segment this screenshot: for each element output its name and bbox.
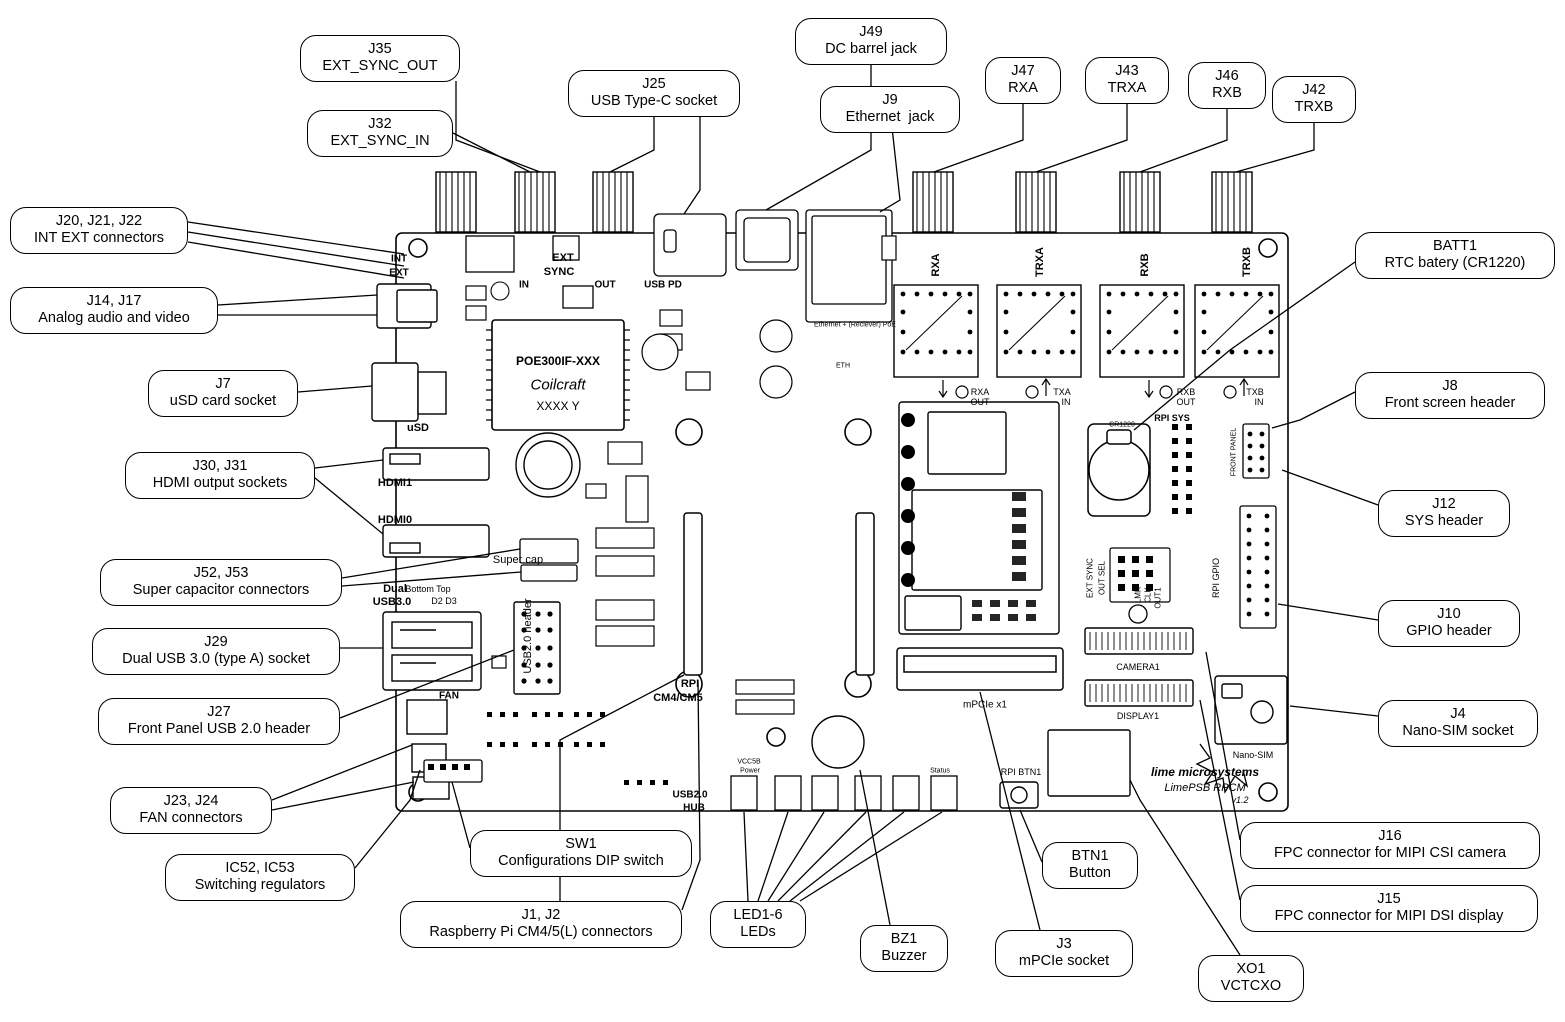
callout-j20[interactable]	[10, 207, 188, 254]
callout-line: J46	[1215, 68, 1239, 84]
callout-line: J4	[1450, 706, 1466, 722]
callout-line: BTN1	[1071, 848, 1109, 864]
callout-line: J47	[1011, 63, 1035, 79]
silkscreen-label: FRONT PANEL	[1230, 427, 1238, 477]
callout-line: J32	[368, 116, 392, 132]
callout-line: J16	[1378, 828, 1402, 844]
callout-j1[interactable]	[400, 901, 682, 948]
silkscreen-label: Ethernet + (Reciever) PoE	[814, 321, 896, 329]
silkscreen-label: mPCIe x1	[963, 699, 1007, 711]
silkscreen-label: CLK	[1143, 587, 1153, 603]
silkscreen-label: CAMERA1	[1116, 662, 1160, 672]
silkscreen-label: IN	[519, 279, 529, 291]
callout-line: J7	[215, 376, 231, 392]
callout-line: Switching regulators	[194, 877, 326, 894]
callout-line: FPC connector for MIPI CSI camera	[1273, 845, 1507, 862]
callout-j8[interactable]	[1355, 372, 1545, 419]
silkscreen-label: LMK	[1133, 586, 1143, 604]
callout-line: RXA	[1008, 80, 1038, 97]
silkscreen-label: XXXX Y	[536, 399, 580, 413]
silkscreen-label: Nano-SIM	[1232, 750, 1274, 760]
silkscreen-label: RXA	[970, 387, 990, 397]
callout-line: J14, J17	[86, 293, 142, 309]
callout-line: Raspberry Pi CM4/5(L) connectors	[429, 924, 653, 941]
callout-j42[interactable]	[1272, 76, 1356, 123]
callout-j27[interactable]	[98, 698, 340, 745]
silkscreen-label: USB2.0	[672, 789, 708, 801]
callout-j9[interactable]	[820, 86, 960, 133]
callout-line: LEDs	[740, 924, 776, 941]
silkscreen-label: OUT	[970, 397, 990, 407]
silkscreen-label: OUT	[1176, 397, 1196, 407]
callout-bz1[interactable]	[860, 925, 948, 972]
callout-ic52[interactable]	[165, 854, 355, 901]
silkscreen-label: Coilcraft	[530, 376, 586, 394]
callout-j32[interactable]	[307, 110, 453, 157]
callout-line: EXT_SYNC_OUT	[322, 58, 438, 75]
callout-line: SW1	[565, 836, 597, 852]
callout-btn1[interactable]	[1042, 842, 1138, 889]
callout-line: Ethernet jack	[845, 109, 935, 126]
callout-line: Configurations DIP switch	[498, 853, 664, 870]
callout-j29[interactable]	[92, 628, 340, 675]
silkscreen-label: uSD	[407, 422, 429, 434]
callout-line: Front Panel USB 2.0 header	[127, 721, 311, 738]
callout-line: mPCIe socket	[1018, 953, 1110, 970]
callout-j43[interactable]	[1085, 57, 1169, 104]
callout-line: J42	[1302, 82, 1326, 98]
callout-sw1[interactable]	[470, 830, 692, 877]
silkscreen-label: Super cap	[492, 554, 544, 566]
silkscreen-label: Power	[740, 767, 760, 775]
silkscreen-label: RPI GPIO	[1211, 557, 1221, 599]
silkscreen-label: CM4/CM5	[653, 692, 703, 704]
silkscreen-label: D2 D3	[431, 596, 457, 606]
silkscreen-label: Dual	[383, 583, 407, 595]
silkscreen-label: Bottom Top	[405, 584, 451, 594]
callout-line: Analog audio and video	[38, 310, 190, 327]
callout-batt1[interactable]	[1355, 232, 1555, 279]
silkscreen-label: RXB	[1176, 387, 1196, 397]
silkscreen-label: HDMI1	[377, 477, 413, 489]
silkscreen-label: EXT	[552, 252, 574, 264]
silkscreen-label: HUB	[683, 802, 705, 814]
callout-line: J9	[882, 92, 898, 108]
callout-line: SYS header	[1404, 513, 1484, 530]
silkscreen-label: USB PD	[644, 279, 682, 291]
callout-line: J10	[1437, 606, 1461, 622]
callout-line: J25	[642, 76, 666, 92]
silkscreen-label: RXA	[930, 253, 942, 277]
callout-line: RXB	[1212, 85, 1242, 102]
callout-led[interactable]	[710, 901, 806, 948]
callout-line: USB Type-C socket	[590, 93, 718, 110]
silkscreen-label: SYNC	[543, 266, 575, 278]
callout-line: J15	[1377, 891, 1401, 907]
callout-line: J29	[204, 634, 228, 650]
callout-line: BATT1	[1432, 238, 1478, 254]
callout-line: IC52, IC53	[225, 860, 295, 876]
silkscreen-label: IN	[1061, 397, 1071, 407]
callout-line: J8	[1442, 378, 1458, 394]
callout-j52[interactable]	[100, 559, 342, 606]
silkscreen-label: POE300IF-XXX	[515, 354, 601, 368]
silkscreen-label: INT	[390, 253, 408, 265]
callout-j46[interactable]	[1188, 62, 1266, 109]
callout-line: J52, J53	[193, 565, 249, 581]
silkscreen-label: TXB	[1246, 387, 1264, 397]
callout-line: J12	[1432, 496, 1456, 512]
silkscreen-label: RPI BTN1	[1000, 767, 1042, 777]
callout-line: EXT_SYNC_IN	[330, 133, 430, 150]
callout-j4[interactable]	[1378, 700, 1538, 747]
silkscreen-label: FAN	[439, 690, 459, 702]
callout-line: Super capacitor connectors	[132, 582, 310, 599]
callout-line: J35	[368, 41, 392, 57]
callout-line: J30, J31	[192, 458, 248, 474]
callout-j10[interactable]	[1378, 600, 1520, 647]
callout-line: LED1-6	[733, 907, 783, 923]
silkscreen-label: ETH	[836, 362, 850, 370]
callout-line: HDMI output sockets	[152, 475, 288, 492]
callout-j49[interactable]	[795, 18, 947, 65]
silkscreen-label: RXB	[1139, 253, 1151, 277]
callout-j35[interactable]	[300, 35, 460, 82]
silkscreen-label: CR1220	[1109, 421, 1135, 429]
callout-line: RTC batery (CR1220)	[1384, 255, 1526, 272]
silkscreen-label: Status	[930, 767, 950, 775]
callout-line: Buzzer	[881, 948, 927, 965]
callout-j15[interactable]	[1240, 885, 1538, 932]
callout-line: J27	[207, 704, 231, 720]
callout-j47[interactable]	[985, 57, 1061, 104]
callout-line: TRXB	[1294, 99, 1334, 116]
silkscreen-label: TRXB	[1241, 247, 1253, 277]
callout-j16[interactable]	[1240, 822, 1540, 869]
callout-line: Front screen header	[1384, 395, 1516, 412]
silkscreen-label: VCC5B	[737, 758, 761, 766]
callout-line: uSD card socket	[169, 393, 277, 410]
callout-line: FAN connectors	[139, 810, 243, 827]
callout-line: J23, J24	[163, 793, 219, 809]
silkscreen-label: OUT1	[1153, 587, 1163, 609]
callout-j25[interactable]	[568, 70, 740, 117]
silkscreen-label: TXA	[1053, 387, 1071, 397]
callout-line: J49	[859, 24, 883, 40]
silkscreen-label: DISPLAY1	[1116, 711, 1160, 721]
silkscreen-label: lime microsystems	[1150, 765, 1260, 779]
silkscreen-label: OUT	[594, 279, 616, 291]
callout-line: GPIO header	[1406, 623, 1492, 640]
silkscreen-label: LimePSB RPCM	[1164, 782, 1246, 794]
silkscreen-label: RPI	[680, 678, 700, 690]
silkscreen-label: IN	[1254, 397, 1264, 407]
callout-line: DC barrel jack	[825, 41, 917, 58]
callout-line: BZ1	[890, 931, 918, 947]
callout-line: INT EXT connectors	[33, 230, 165, 247]
callout-j23[interactable]	[110, 787, 272, 834]
callout-line: J1, J2	[521, 907, 561, 923]
silkscreen-label: RPI SYS	[1154, 413, 1190, 423]
callout-line: Dual USB 3.0 (type A) socket	[122, 651, 310, 668]
silkscreen-label: TRXA	[1034, 247, 1046, 277]
silkscreen-label: EXT SYNC	[1085, 558, 1095, 598]
silkscreen-label: USB2.0 header	[522, 598, 534, 674]
silkscreen-label: HDMI0	[377, 514, 413, 526]
callout-line: TRXA	[1107, 80, 1147, 97]
silkscreen-label: USB3.0	[372, 596, 412, 608]
callout-j14[interactable]	[10, 287, 218, 334]
callout-j3[interactable]	[995, 930, 1133, 977]
callout-line: VCTCXO	[1220, 978, 1282, 995]
callout-j7[interactable]	[148, 370, 298, 417]
callout-line: Button	[1069, 865, 1111, 882]
silkscreen-label: OUT SEL	[1097, 560, 1107, 596]
callout-line: J20, J21, J22	[55, 213, 143, 229]
callout-j30[interactable]	[125, 452, 315, 499]
silkscreen-label: EXT	[389, 267, 409, 279]
callout-line: J3	[1056, 936, 1072, 952]
callout-line: J43	[1115, 63, 1139, 79]
callout-xo1[interactable]	[1198, 955, 1304, 1002]
callout-line: Nano-SIM socket	[1402, 723, 1514, 740]
callout-j12[interactable]	[1378, 490, 1510, 537]
callout-line: XO1	[1236, 961, 1266, 977]
silkscreen-label: v1.2	[1231, 795, 1249, 805]
callout-line: FPC connector for MIPI DSI display	[1274, 908, 1504, 925]
